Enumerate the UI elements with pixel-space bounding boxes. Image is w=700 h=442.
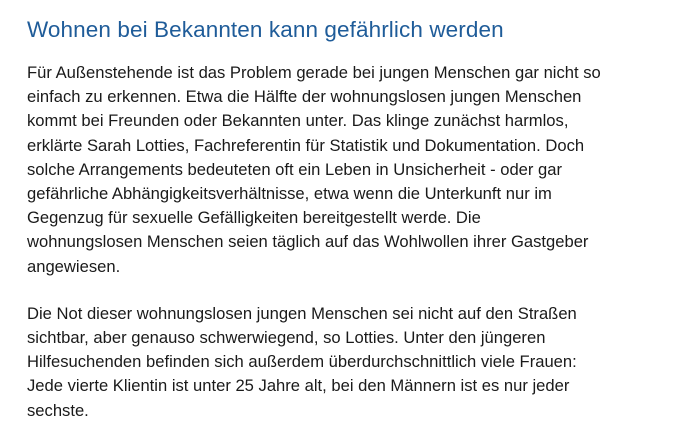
paragraph-2 xyxy=(27,302,687,423)
paragraph-line: Jede vierte Klientin ist unter 25 Jahre alt, bei den Männern ist es nur jeder xyxy=(27,376,570,396)
paragraph-line: erklärte Sarah Lotties, Fachreferentin für Statistik und Dokumentation. Doch xyxy=(27,135,585,155)
paragraph-line: Hilfesuchenden befinden sich außerdem überdurchschnittlich viele Frauen: xyxy=(27,352,577,372)
paragraph-line: Gegenzug für sexuelle Gefälligkeiten bereitgestellt werde. Die xyxy=(27,208,481,228)
paragraph-line: Die Not dieser wohnungslosen jungen Menschen sei nicht auf den Straßen xyxy=(27,303,577,323)
paragraph-line: angewiesen. xyxy=(27,256,121,276)
paragraph-line: gefährliche Abhängigkeitsverhältnisse, etwa wenn die Unterkunft nur im xyxy=(27,184,552,204)
paragraph-line: Für Außenstehende ist das Problem gerade bei jungen Menschen gar nicht so xyxy=(27,63,601,82)
paragraph-line: kommt bei Freunden oder Bekannten unter. Das klinge zunächst harmlos, xyxy=(27,111,569,131)
paragraph-line: sechste. xyxy=(27,400,89,420)
paragraph-line: wohnungslosen Menschen seien täglich auf das Wohlwollen ihrer Gastgeber xyxy=(27,232,589,252)
article xyxy=(27,0,687,423)
paragraph-line: solche Arrangements bedeuteten oft ein Leben in Unsicherheit - oder gar xyxy=(27,159,563,179)
paragraph-line: sichtbar, aber genauso schwerwiegend, so Lotties. Unter den jüngeren xyxy=(27,328,546,348)
paragraph-line: einfach zu erkennen. Etwa die Hälfte der wohnungslosen jungen Menschen xyxy=(27,87,582,107)
paragraph-1 xyxy=(27,61,687,279)
article-heading: Wohnen bei Bekannten kann gefährlich werden xyxy=(27,17,504,42)
